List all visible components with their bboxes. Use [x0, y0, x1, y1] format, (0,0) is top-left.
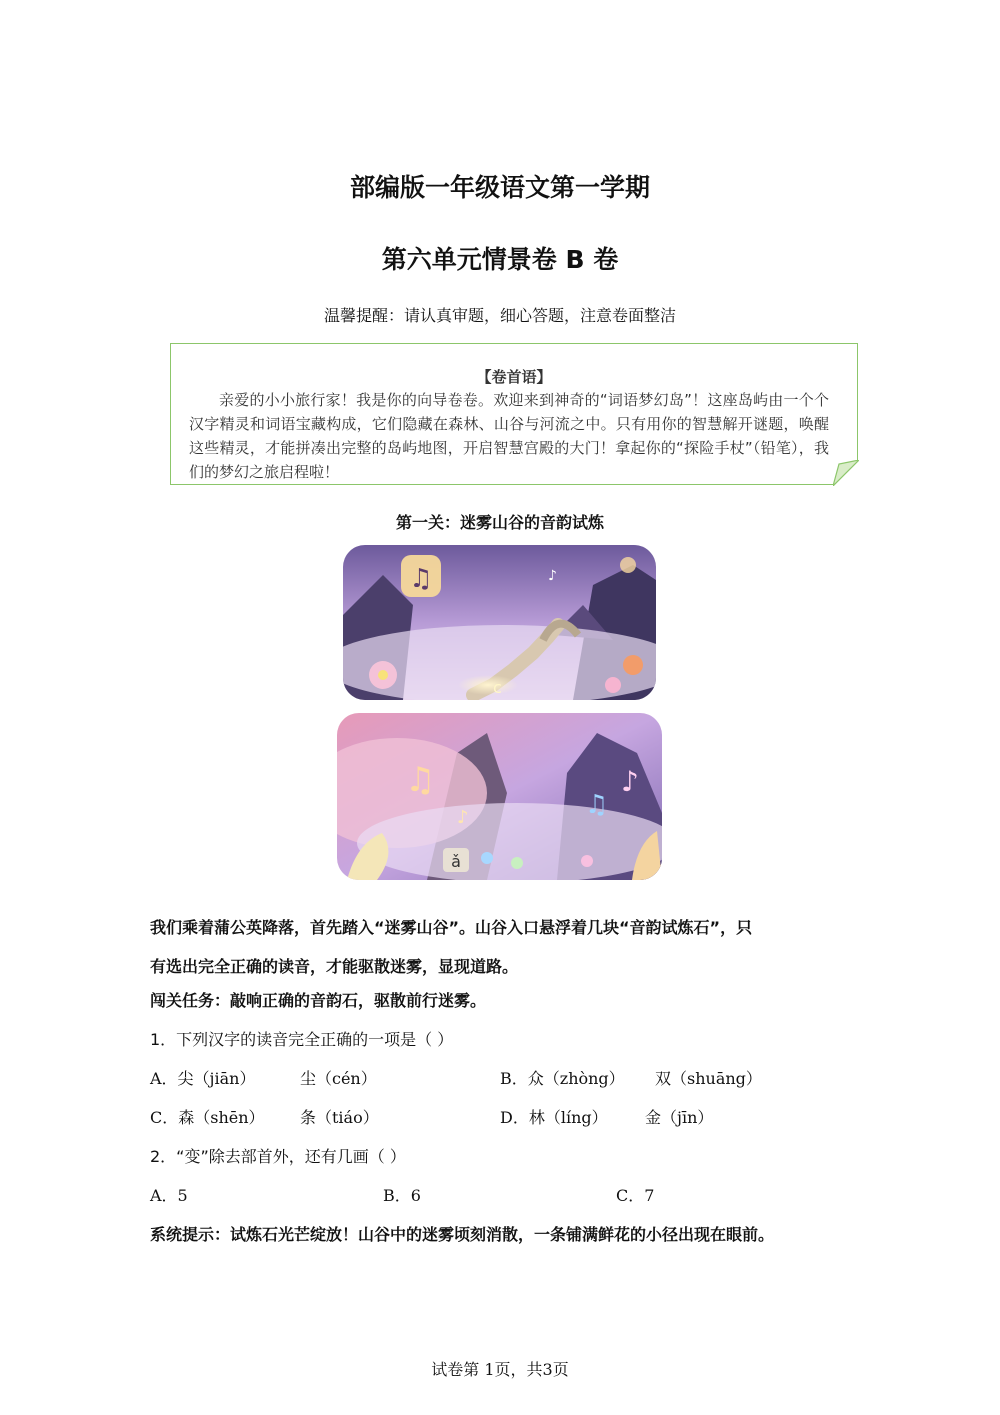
option-c[interactable]: C．7	[616, 1186, 655, 1205]
note-glyph: ♫	[405, 760, 436, 800]
option-a-extra: 尘（cén）	[300, 1069, 377, 1088]
option-b-extra: 双（shuāng）	[655, 1069, 762, 1088]
option-a[interactable]: A．尖（jiān）	[150, 1069, 256, 1088]
note-glyph: ♫	[585, 790, 609, 820]
task-text: 闯关任务：敲响正确的音韵石，驱散前行迷雾。	[150, 991, 487, 1010]
option-a[interactable]: A．5	[150, 1186, 188, 1205]
note-glyph: ♪	[548, 568, 557, 584]
page-fold-corner	[833, 460, 859, 486]
question-stem: 1．下列汉字的读音完全正确的一项是（ ）	[150, 1030, 454, 1049]
question-2	[150, 1144, 850, 1222]
letter-glyph: ǎ	[451, 852, 461, 871]
story-paragraph	[150, 908, 850, 986]
level-title: 第一关：迷雾山谷的音韵试炼	[395, 513, 604, 532]
note-glyph: ♫	[409, 564, 433, 594]
intro-body: 亲爱的小小旅行家！我是你的向导卷卷。欢迎来到神奇的“词语梦幻岛”！这座岛屿由一个个汉字精灵和词语宝藏构成，它们隐藏在森林、山谷与河流之中。只有用你的智慧解开谜题，唤醒这些精灵，才能拼凑出完整的岛屿地图，开启智慧宫殿的大门！拿起你的“探险手杖”（铅笔），我们的梦幻之旅启程啦！	[189, 391, 829, 481]
story-line: 我们乘着蒲公英降落，首先踏入“迷雾山谷”。山谷入口悬浮着几块“音韵试炼石”，只	[150, 918, 753, 937]
note-glyph: ♪	[621, 765, 639, 798]
intro-heading: 【卷首语】	[476, 368, 552, 386]
option-b[interactable]: B．6	[383, 1186, 421, 1205]
question-stem: 2．“变”除去部首外，还有几画（ ）	[150, 1147, 406, 1166]
system-hint: 系统提示：试炼石光芒绽放！山谷中的迷雾顷刻消散，一条铺满鲜花的小径出现在眼前。	[150, 1225, 775, 1244]
misty-valley-illustration-2	[337, 713, 662, 880]
option-d-extra: 金（jīn）	[645, 1108, 714, 1127]
intro-box	[170, 343, 858, 485]
misty-valley-illustration-1	[343, 545, 656, 700]
page-footer: 试卷第 1页，共3页	[431, 1360, 569, 1379]
exam-subtitle: 第六单元情景卷 B 卷	[381, 245, 619, 274]
question-1	[150, 1027, 850, 1144]
letter-glyph: c	[493, 678, 502, 697]
option-b[interactable]: B．众（zhòng）	[500, 1069, 625, 1088]
option-c-extra: 条（tiáo）	[300, 1108, 379, 1127]
exam-title: 部编版一年级语文第一学期	[349, 173, 650, 202]
option-c[interactable]: C．森（shēn）	[150, 1108, 265, 1127]
reminder-text: 温馨提醒：请认真审题，细心答题，注意卷面整洁	[323, 306, 676, 325]
option-d[interactable]: D．林（líng）	[500, 1108, 608, 1127]
note-glyph: ♪	[457, 807, 469, 828]
story-line: 有选出完全正确的读音，才能驱散迷雾，显现道路。	[150, 957, 519, 976]
